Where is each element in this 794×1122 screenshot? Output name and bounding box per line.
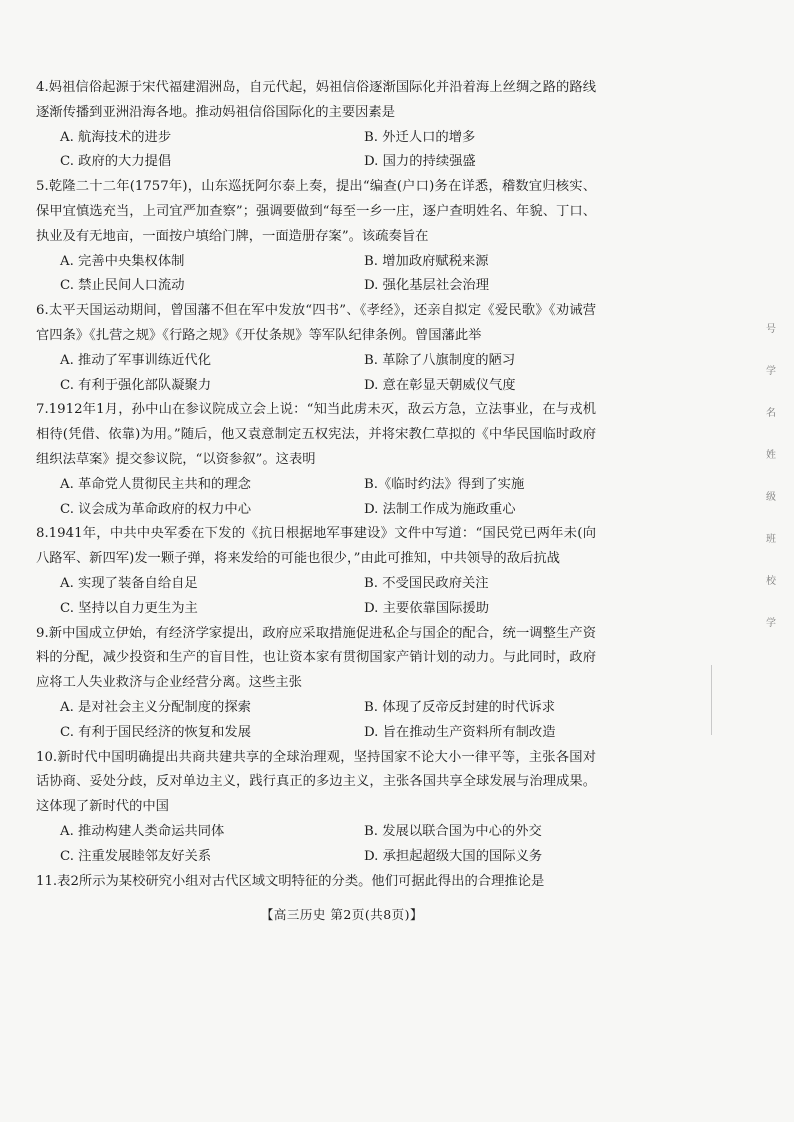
answer-option: D. 国力的持续强盛	[364, 154, 476, 170]
question-stem: 4.妈祖信俗起源于宋代福建湄洲岛，自元代起，妈祖信俗逐渐国际化并沿着海上丝绸之路的路线逐渐传播到亚洲沿海各地。推动妈祖信俗国际化的主要因素是	[36, 80, 596, 120]
answer-option: D. 主要依靠国际援助	[364, 600, 490, 616]
answer-option: B.《临时约法》得到了实施	[364, 476, 525, 492]
answer-option: B. 体现了反帝反封建的时代诉求	[364, 699, 556, 715]
question	[36, 870, 596, 895]
question	[36, 76, 596, 175]
answer-option: B. 发展以联合国为中心的外交	[364, 823, 542, 839]
question	[36, 746, 596, 870]
answer-option: B. 外迁人口的增多	[364, 129, 476, 145]
margin-label: 姓	[766, 450, 776, 461]
question-list	[36, 76, 596, 894]
margin-label: 号	[766, 324, 776, 335]
answer-option: D. 承担起超级大国的国际义务	[364, 848, 543, 864]
option-list	[36, 473, 596, 523]
answer-option: B. 革除了八旗制度的陋习	[364, 352, 516, 368]
margin-label: 级	[766, 492, 776, 503]
answer-option: D. 旨在推动生产资料所有制改造	[364, 724, 556, 740]
margin-label: 名	[766, 408, 776, 419]
option-list	[36, 572, 596, 622]
option-list	[36, 349, 596, 399]
question-stem: 8.1941年，中共中央军委在下发的《抗日根据地军事建设》文件中写道：“国民党已两年未(向八路军、新四军)发一颗子弹，将来发给的可能也很少，”由此可推知，中共领导的敌后抗战	[36, 526, 596, 567]
answer-option: C. 禁止民间人口流动	[60, 278, 185, 294]
answer-option: C. 坚持以自力更生为主	[60, 600, 198, 616]
question-stem: 11.表2所示为某校研究小组对古代区域文明特征的分类。他们可据此得出的合理推论是	[36, 873, 545, 889]
question-stem: 5.乾隆二十二年(1757年)，山东巡抚阿尔泰上奏，提出“编查(户口)务在详悉，稽数宜归核实、保甲宜慎选充当，上司宜严加查察”；强调要做到“每至一乡一庄，逐户查明姓名、年貌、丁口、执业及有无地亩，一面按户填给门牌，一面造册存案”。该疏奏旨在	[36, 179, 596, 244]
margin-label: 学	[766, 366, 776, 377]
option-list	[36, 250, 596, 300]
answer-option: D. 强化基层社会治理	[364, 278, 490, 294]
question	[36, 175, 596, 299]
question-stem: 9.新中国成立伊始，有经济学家提出，政府应采取措施促进私企与国企的配合，统一调整生产资料的分配，减少投资和生产的盲目性，也让资本家有贯彻国家产销计划的动力。与此同时，政府应将工人失业救济与企业经营分离。这些主张	[36, 625, 596, 691]
option-list	[36, 820, 596, 870]
question-stem: 7.1912年1月，孙中山在参议院成立会上说：“知当此虏未灭，敌云方急，立法事业，在与戎机相待(凭借、依靠)为用。”随后，他又袁意制定五权宪法，并将宋教仁草拟的《中华民国临时政府组织法草案》提交参议院，“以资参叙”。这表明	[36, 402, 596, 467]
answer-option: C. 有利于国民经济的恢复和发展	[60, 724, 252, 740]
answer-option: A. 推动了军事训练近代化	[60, 352, 212, 368]
page-footer: 【高三历史 第2页(共8页)】	[260, 907, 424, 922]
margin-label: 班	[766, 534, 776, 545]
margin-line	[711, 665, 712, 735]
binding-margin-labels	[763, 320, 779, 629]
answer-option: B. 增加政府赋税来源	[364, 253, 489, 269]
question-stem: 10.新时代中国明确提出共商共建共享的全球治理观，坚持国家不论大小一律平等，主张各国对话协商、妥处分歧，反对单边主义，践行真正的多边主义，主张各国共享全球发展与治理成果。这体现了新时代的中国	[36, 749, 596, 815]
answer-option: D. 法制工作成为施政重心	[364, 501, 516, 517]
answer-option: B. 不受国民政府关注	[364, 575, 489, 591]
answer-option: D. 意在彰显天朝威仪气度	[364, 377, 516, 393]
question	[36, 299, 596, 398]
answer-option: C. 有利于强化部队凝聚力	[60, 377, 212, 393]
margin-label: 学	[766, 618, 776, 629]
answer-option: A. 革命党人贯彻民主共和的理念	[60, 476, 251, 492]
option-list	[36, 126, 596, 176]
margin-label: 校	[766, 576, 776, 587]
question	[36, 398, 596, 522]
answer-option: A. 推动构建人类命运共同体	[60, 823, 225, 839]
answer-option: A. 实现了装备自给自足	[60, 575, 198, 591]
answer-option: A. 航海技术的进步	[60, 129, 172, 145]
question	[36, 622, 596, 746]
question-stem: 6.太平天国运动期间，曾国藩不但在军中发放“四书”、《孝经》，还亲自拟定《爱民歌》《劝诫营官四条》《扎营之规》《行路之规》《开仗条规》等军队纪律条例。曾国藩此举	[36, 303, 596, 343]
question	[36, 522, 596, 621]
answer-option: A. 是对社会主义分配制度的探索	[60, 699, 251, 715]
answer-option: C. 注重发展睦邻友好关系	[60, 848, 212, 864]
answer-option: A. 完善中央集权体制	[60, 253, 185, 269]
answer-option: C. 议会成为革命政府的权力中心	[60, 501, 252, 517]
option-list	[36, 696, 596, 746]
answer-option: C. 政府的大力提倡	[60, 154, 172, 170]
